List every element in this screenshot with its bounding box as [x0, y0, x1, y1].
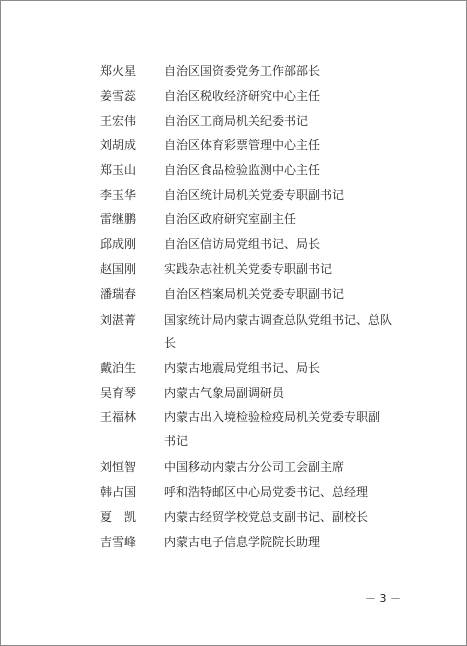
person-title: 内蒙古出入境检验检疫局机关党委专职副: [164, 410, 381, 424]
person-name: 雷继鹏: [100, 212, 137, 226]
list-item: [1, 111, 466, 131]
person-name: 夏 凯: [100, 510, 137, 524]
list-item: [1, 185, 466, 205]
person-title: 自治区统计局机关党委专职副书记: [164, 188, 345, 202]
person-title: 自治区信访局党组书记、局长: [164, 237, 321, 251]
person-name: 姜雪蕊: [100, 89, 137, 103]
person-title: 内蒙古经贸学校党总支副书记、副校长: [164, 510, 369, 524]
list-item: [1, 86, 466, 106]
list-item: [1, 61, 466, 81]
person-title: 自治区税收经济研究中心主任: [164, 89, 321, 103]
list-item: [1, 259, 466, 279]
person-name: 郑玉山: [100, 163, 137, 177]
list-item: [1, 310, 466, 330]
person-name: 邱成刚: [100, 237, 137, 251]
person-title-continuation: 长: [164, 336, 177, 350]
list-item: [1, 532, 466, 552]
person-title: 中国移动内蒙古分公司工会副主席: [164, 460, 345, 474]
person-title: 自治区体育彩票管理中心主任: [164, 138, 321, 152]
list-item: [1, 209, 466, 229]
person-title: 自治区工商局机关纪委书记: [164, 114, 309, 128]
person-name: 吴育琴: [100, 386, 137, 400]
person-name: 韩占国: [100, 485, 137, 499]
list-item: [1, 407, 466, 427]
page-number: － 3 －: [365, 592, 401, 605]
person-title: 自治区档案局机关党委专职副书记: [164, 287, 345, 301]
person-name: 王宏伟: [100, 114, 137, 128]
person-title-continuation: 书记: [164, 434, 189, 448]
person-name: 吉雪峰: [100, 535, 137, 549]
list-item: [1, 160, 466, 180]
person-title: 自治区国资委党务工作部部长: [164, 64, 321, 78]
person-name: 王福林: [100, 410, 137, 424]
person-name: 刘湛菁: [100, 313, 137, 327]
list-item: [1, 284, 466, 304]
list-item: [1, 358, 466, 378]
person-title: 自治区政府研究室副主任: [164, 212, 297, 226]
list-item: [1, 507, 466, 527]
list-item: [1, 482, 466, 502]
list-item: [1, 383, 466, 403]
person-name: 赵国刚: [100, 262, 137, 276]
person-title: 国家统计局内蒙古调查总队党组书记、总队: [164, 313, 393, 327]
person-name: 刘胡成: [100, 138, 137, 152]
person-name: 李玉华: [100, 188, 137, 202]
person-name: 戴泊生: [100, 361, 137, 375]
person-name: 潘瑞春: [100, 287, 137, 301]
list-item: [1, 234, 466, 254]
person-title: 内蒙古电子信息学院院长助理: [164, 535, 321, 549]
person-title: 内蒙古气象局副调研员: [164, 386, 285, 400]
person-name: 郑火星: [100, 64, 137, 78]
person-title: 内蒙古地震局党组书记、局长: [164, 361, 321, 375]
person-title: 自治区食品检验监测中心主任: [164, 163, 321, 177]
person-name: 刘恒智: [100, 460, 137, 474]
person-title: 实践杂志社机关党委专职副书记: [164, 262, 333, 276]
list-item: [1, 135, 466, 155]
list-item: [1, 457, 466, 477]
person-title: 呼和浩特邮区中心局党委书记、总经理: [164, 485, 369, 499]
